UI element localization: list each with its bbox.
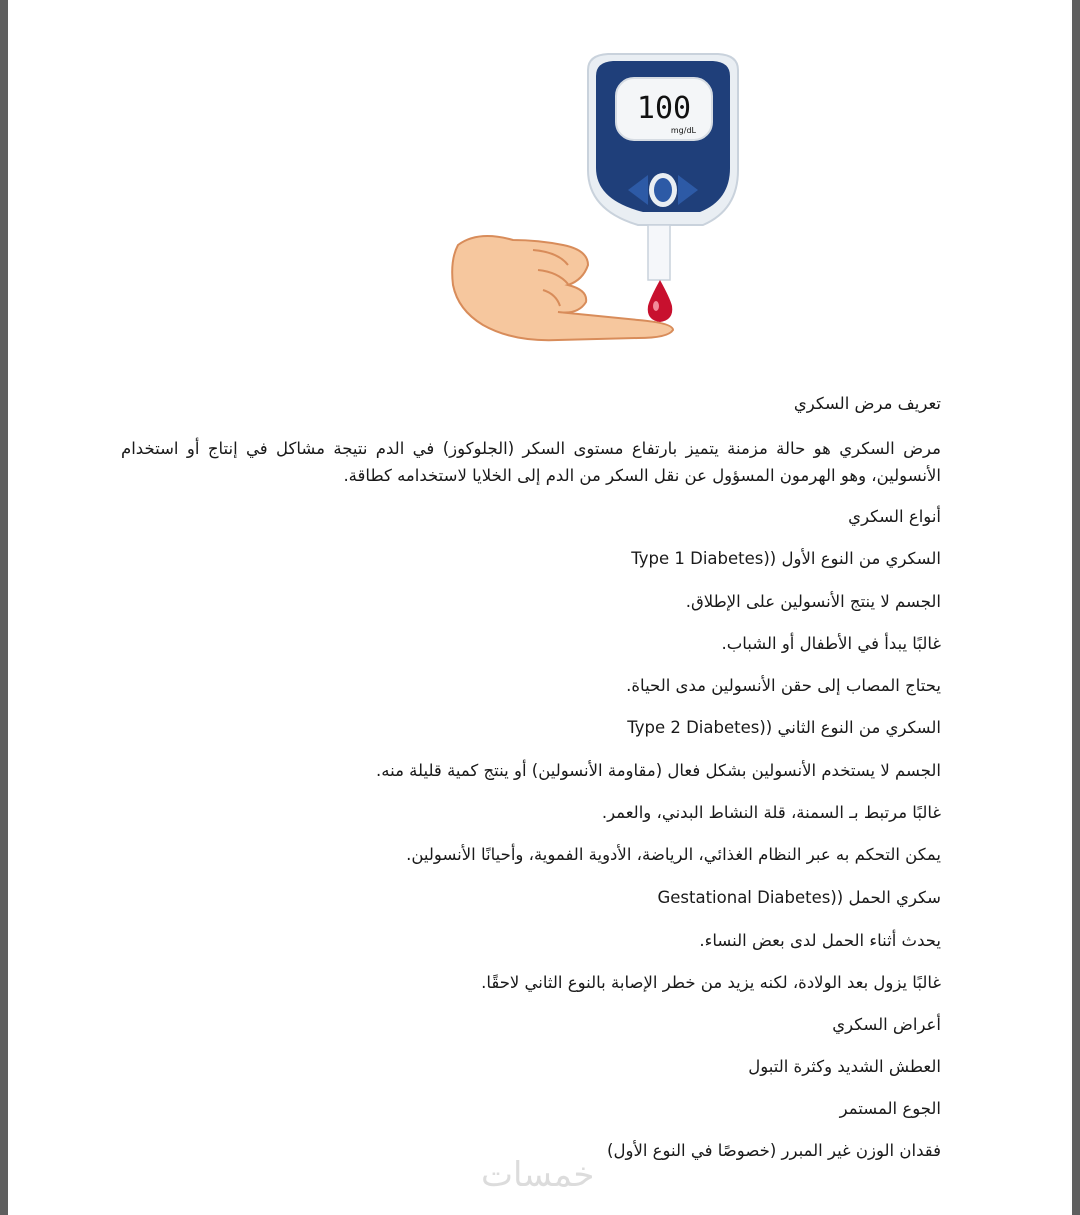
type2-point: الجسم لا يستخدم الأنسولين بشكل فعال (مقاومة الأنسولين) أو ينتج كمية قليلة منه. bbox=[376, 761, 941, 780]
type1-point: الجسم لا ينتج الأنسولين على الإطلاق. bbox=[685, 592, 941, 611]
heading-symptoms: أعراض السكري bbox=[832, 1015, 941, 1034]
type1-point: غالبًا يبدأ في الأطفال أو الشباب. bbox=[721, 634, 941, 653]
glucose-meter-illustration bbox=[438, 40, 768, 360]
meter-reading: 100 bbox=[636, 91, 692, 126]
symptom-item: العطش الشديد وكثرة التبول bbox=[748, 1057, 941, 1076]
type2-title: السكري من النوع الثاني ((Type 2 Diabetes bbox=[627, 718, 941, 737]
type2-point: يمكن التحكم به عبر النظام الغذائي، الرياضة، الأدوية الفموية، وأحيانًا الأنسولين. bbox=[406, 845, 941, 864]
watermark-logo: خمسات bbox=[481, 1155, 595, 1195]
gestational-title: سكري الحمل ((Gestational Diabetes bbox=[657, 888, 941, 907]
meter-unit: mg/dL bbox=[670, 126, 696, 135]
gestational-point: غالبًا يزول بعد الولادة، لكنه يزيد من خطر الإصابة بالنوع الثاني لاحقًا. bbox=[481, 973, 941, 992]
definition-paragraph: مرض السكري هو حالة مزمنة يتميز بارتفاع مستوى السكر (الجلوكوز) في الدم نتيجة مشاكل في إنتاج أو استخدام الأنسولين، وهو الهرمون المسؤول عن نقل السكر من الدم إلى الخلايا لاستخدامه كطاقة. bbox=[121, 439, 941, 485]
heading-types: أنواع السكري bbox=[848, 507, 941, 526]
type2-point: غالبًا مرتبط بـ السمنة، قلة النشاط البدني، والعمر. bbox=[601, 803, 941, 822]
symptom-item: فقدان الوزن غير المبرر (خصوصًا في النوع الأول) bbox=[607, 1141, 941, 1160]
heading-definition: تعريف مرض السكري bbox=[793, 394, 941, 413]
gestational-point: يحدث أثناء الحمل لدى بعض النساء. bbox=[699, 931, 941, 950]
type1-point: يحتاج المصاب إلى حقن الأنسولين مدى الحياة. bbox=[626, 676, 941, 695]
type1-title: السكري من النوع الأول ((Type 1 Diabetes bbox=[631, 549, 941, 568]
document-page bbox=[8, 0, 1072, 1215]
symptom-item: الجوع المستمر bbox=[839, 1099, 941, 1118]
